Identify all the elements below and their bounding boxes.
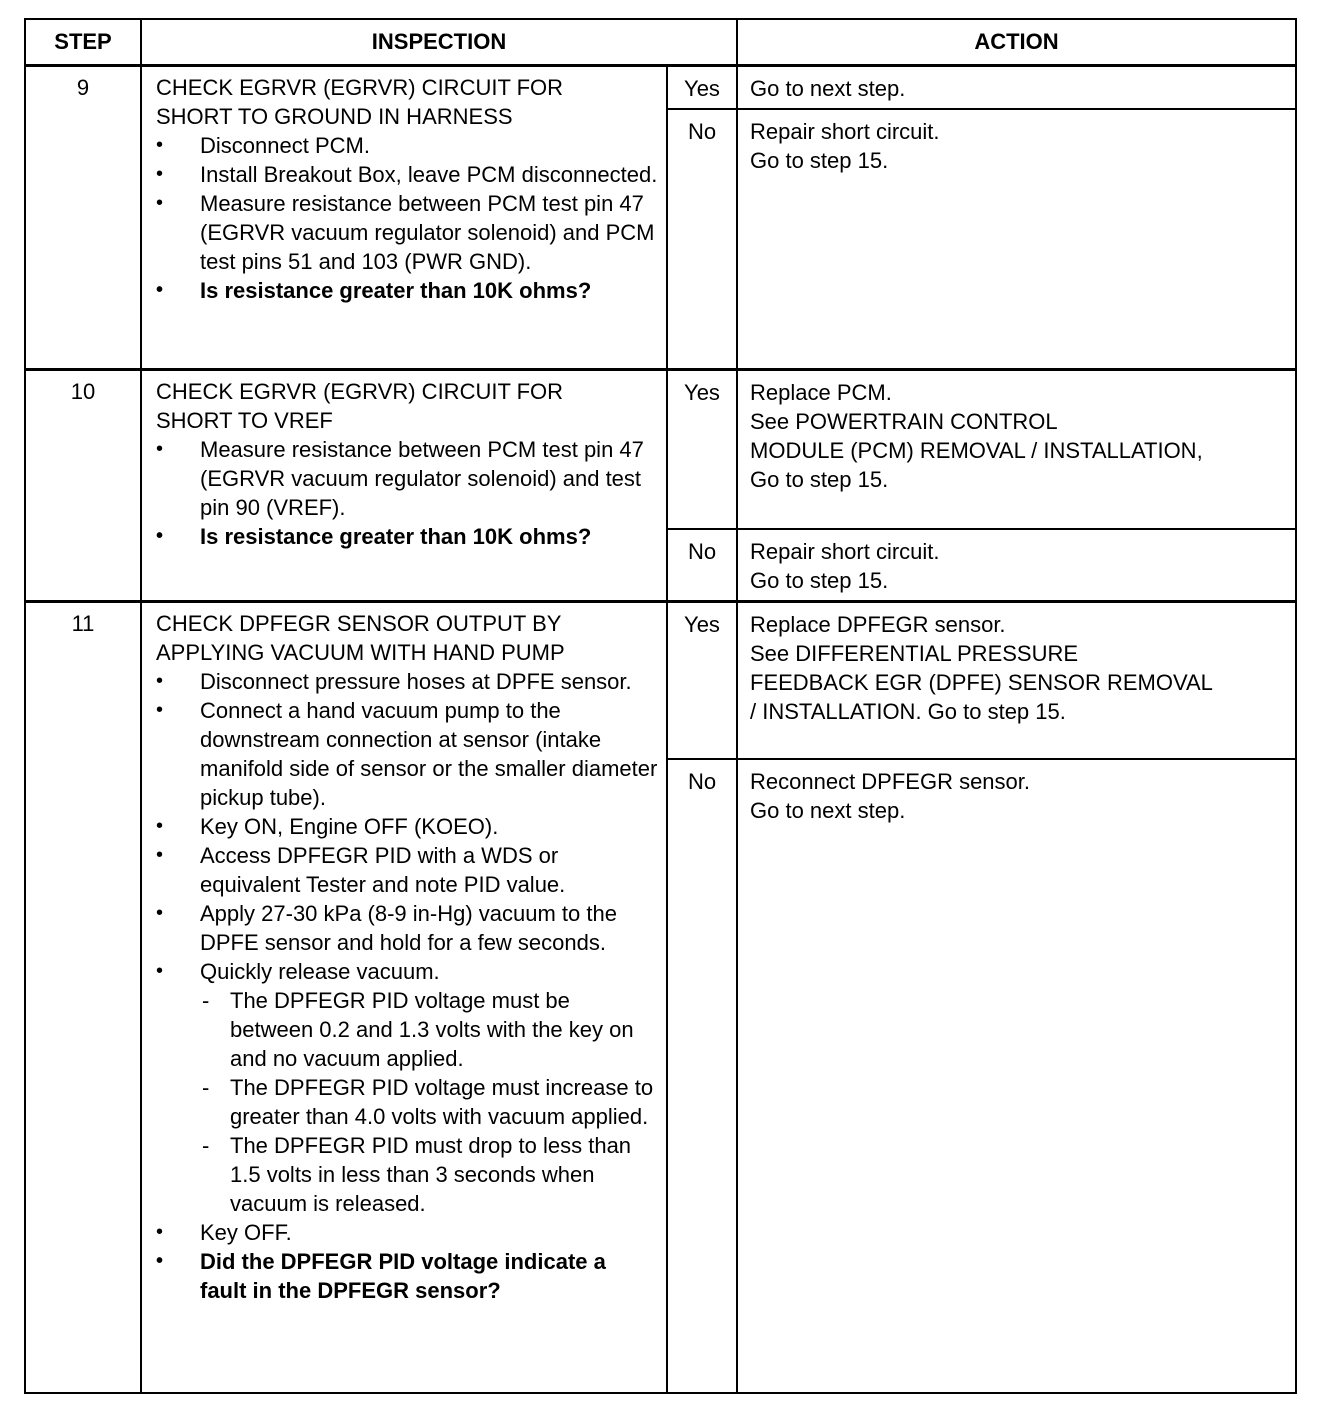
inspection-header: INSPECTION [141,19,737,65]
bullet-item: • Apply 27-30 kPa (8-9 in-Hg) vacuum to the DPFE sensor and hold for a few seconds. [156,899,658,957]
step-title-line: CHECK EGRVR (EGRVR) CIRCUIT FOR [156,378,564,404]
step-title-line: CHECK EGRVR (EGRVR) CIRCUIT FOR [156,74,564,100]
yes-label: Yes [667,601,737,759]
bullet-item: • Access DPFEGR PID with a WDS or equivalent Tester and note PID value. [156,841,658,899]
step-9-row [25,65,1296,109]
yes-label: Yes [667,369,737,529]
no-label: No [667,759,737,1393]
action-line: Go to step 15. [750,568,889,593]
no-action [737,529,1296,601]
action-line: FEEDBACK EGR (DPFE) SENSOR REMOVAL [750,669,1213,695]
yes-action [737,601,1296,759]
action-line: See POWERTRAIN CONTROL [750,408,1058,434]
sub-bullet-item: - The DPFEGR PID must drop to less than 1.5 volts in less than 3 seconds when vacuum is released. [200,1131,658,1218]
action-line: Replace DPFEGR sensor. [750,611,1006,637]
step-title-line: CHECK DPFEGR SENSOR OUTPUT BY [156,610,562,636]
bullet-item: • Measure resistance between PCM test pin 47 (EGRVR vacuum regulator solenoid) and test pin 90 (VREF). [156,435,658,522]
bullet-item: • Install Breakout Box, leave PCM disconnected. [156,160,658,189]
step-title-line: SHORT TO VREF [156,407,333,433]
action-line: See DIFFERENTIAL PRESSURE [750,640,1079,666]
action-line: Go to step 15. [750,466,889,492]
bullet-item: • Disconnect PCM. [156,131,658,160]
step-title-line: APPLYING VACUUM WITH HAND PUMP [156,639,565,665]
step-number: 11 [25,601,141,1393]
bullet-item: • Measure resistance between PCM test pin 47 (EGRVR vacuum regulator solenoid) and PCM test pins 51 and 103 (PWR GND). [156,189,658,276]
step-number: 9 [25,65,141,369]
action-line: Repair short circuit. [750,119,940,144]
action-line: Replace PCM. [750,379,892,405]
bullet-text: Quickly release vacuum. [200,958,440,984]
action-line: Go to next step. [750,75,906,101]
bullet-item: • Key OFF. [156,1218,658,1247]
step-title-line: SHORT TO GROUND IN HARNESS [156,103,513,129]
no-action [737,109,1296,369]
question-item: • Did the DPFEGR PID voltage indicate a fault in the DPFEGR sensor? [156,1247,658,1305]
question-item: • Is resistance greater than 10K ohms? [156,522,658,551]
bullet-list [156,667,658,1305]
sub-bullet-item: - The DPFEGR PID voltage must increase to greater than 4.0 volts with vacuum applied. [200,1073,658,1131]
action-header: ACTION [737,19,1296,65]
action-line: Go to step 15. [750,148,889,173]
step-number: 10 [25,369,141,601]
no-action [737,759,1296,1393]
diagnostic-table [24,18,1297,1394]
yes-label: Yes [667,65,737,109]
action-line: Reconnect DPFEGR sensor. [750,769,1031,794]
inspection-cell [141,601,667,1393]
bullet-item [156,957,658,1218]
sub-bullet-item: - The DPFEGR PID voltage must be between 0.2 and 1.3 volts with the key on and no vacuum applied. [200,986,658,1073]
no-label: No [667,109,737,369]
action-line: Repair short circuit. [750,539,940,564]
step-11-row [25,601,1296,759]
no-label: No [667,529,737,601]
action-line: MODULE (PCM) REMOVAL / INSTALLATION, [750,437,1203,463]
action-line: Go to next step. [750,798,906,823]
action-line: / INSTALLATION. Go to step 15. [750,698,1066,724]
inspection-cell [141,369,667,601]
bullet-list [156,435,658,551]
bullet-item: • Disconnect pressure hoses at DPFE sensor. [156,667,658,696]
sub-bullet-list [200,986,658,1218]
bullet-item: • Key ON, Engine OFF (KOEO). [156,812,658,841]
step-header: STEP [25,19,141,65]
question-item: • Is resistance greater than 10K ohms? [156,276,658,305]
bullet-list [156,131,658,305]
step-10-row [25,369,1296,529]
header-row [25,19,1296,65]
bullet-item: • Connect a hand vacuum pump to the downstream connection at sensor (intake manifold side of sensor or the smaller diameter pickup tube). [156,696,658,812]
inspection-cell [141,65,667,369]
yes-action [737,65,1296,109]
yes-action [737,369,1296,529]
